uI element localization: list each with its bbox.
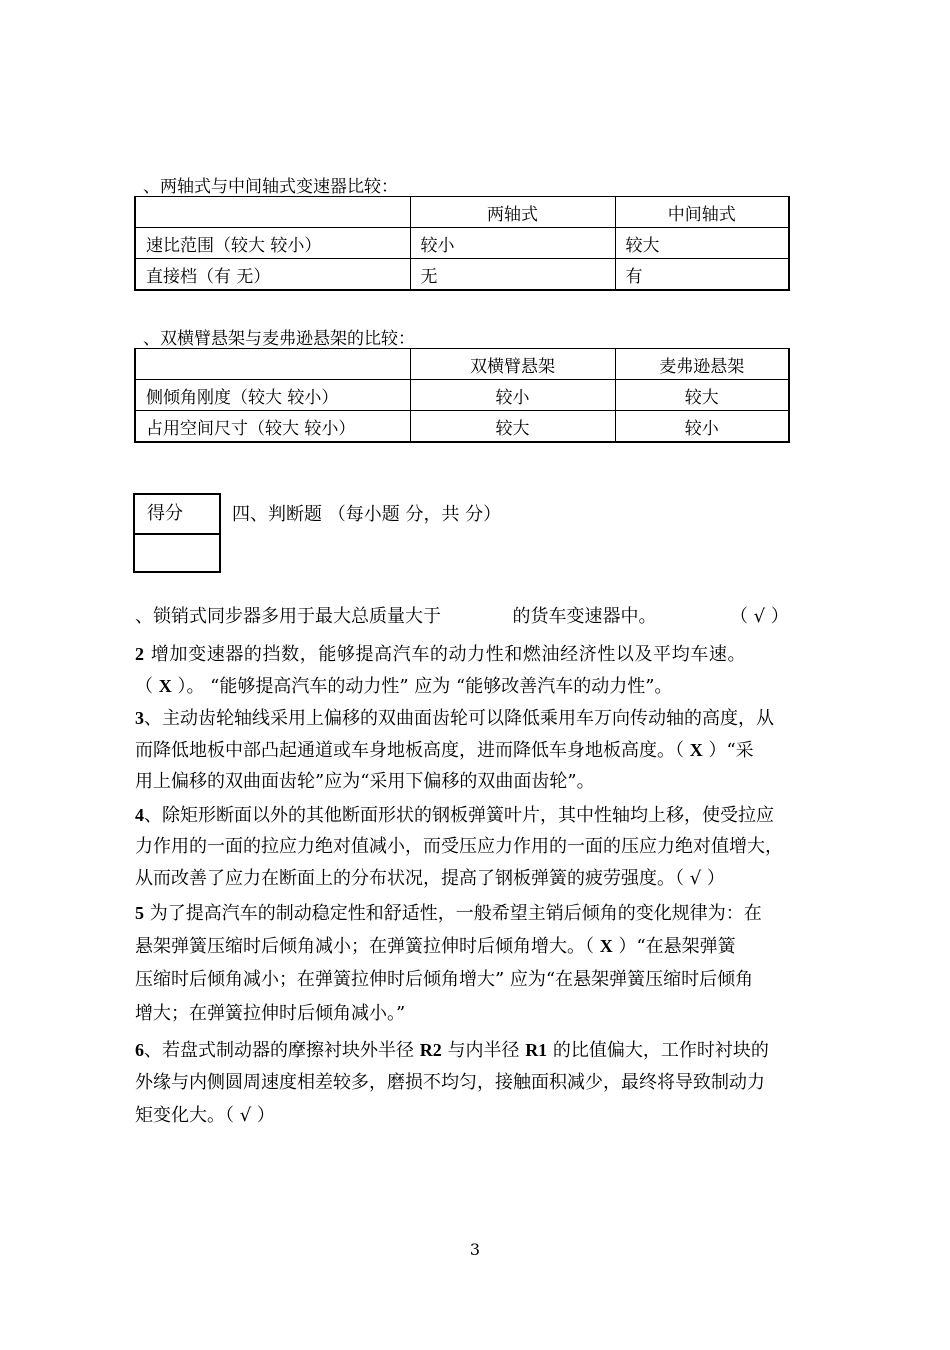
table-header: 麦弗逊悬架 (615, 349, 789, 380)
score-label: 得分 (135, 495, 219, 535)
q5-line-1: 为了提高汽车的制动稳定性和舒适性，一般希望主销后倾角的变化规律为：在 (144, 903, 762, 924)
q2-correction: ）。 “能够提高汽车的动力性” 应为 “能够改善汽车的动力性”。 (171, 676, 673, 697)
question-5-line-2 (135, 930, 736, 963)
table-row (135, 380, 789, 411)
table-header-row (135, 349, 789, 380)
q6-r2: R2 (419, 1040, 442, 1060)
q6-line-1a: 、若盘式制动器的摩擦衬块外半径 (144, 1040, 420, 1061)
question-5-line-4: 增大；在弹簧拉伸时后倾角减小。” (135, 1003, 406, 1024)
q2-number: 2 (135, 644, 145, 664)
table-cell: 较大 (615, 228, 789, 259)
comparison-table-2 (134, 348, 790, 443)
table-cell: 较大 (615, 380, 789, 411)
q1-answer: （ √ ） (729, 606, 789, 627)
table-header: 双横臂悬架 (410, 349, 615, 380)
section-title: 四、判断题 （每小题 分，共 分） (232, 504, 502, 525)
question-5 (135, 897, 762, 930)
question-5-line-3: 压缩时后倾角减小；在弹簧拉伸时后倾角增大” 应为“在悬架弹簧压缩时后倾角 (135, 969, 754, 990)
q6-line-1c: 的比值偏大，工作时衬块的 (547, 1040, 769, 1061)
q1-text-2: 的货车变速器中。 (512, 606, 657, 627)
table-cell: 占用空间尺寸（较大 较小） (135, 411, 410, 443)
q5-number: 5 (135, 903, 144, 923)
q3-mark: X (689, 740, 703, 760)
q3-line-2b: ）“采 (702, 740, 754, 761)
question-6-line-3: 矩变化大。（ √ ） (135, 1105, 275, 1126)
q6-line-1b: 与内半径 (441, 1040, 526, 1061)
q5-line-2b: ）“在悬架弹簧 (612, 936, 736, 957)
q5-line-2: 悬架弹簧压缩时后倾角减小；在弹簧拉伸时后倾角增大。（ (135, 936, 600, 957)
question-2-line-2 (135, 670, 672, 703)
q2-paren-open: （ (135, 676, 159, 697)
question-2 (135, 638, 746, 671)
question-4-line-3: 从而改善了应力在断面上的分布状况，提高了钢板弹簧的疲劳强度。（ √ ） (135, 868, 725, 889)
page-number: 3 (469, 1240, 481, 1259)
q2-line-1: 增加变速器的挡数，能够提高汽车的动力性和燃油经济性以及平均车速。 (144, 644, 747, 665)
question-3-line-3: 用上偏移的双曲面齿轮”应为“采用下偏移的双曲面齿轮”。 (135, 771, 595, 792)
q3-number: 3 (135, 708, 144, 728)
table-row (135, 228, 789, 259)
table-header: 两轴式 (410, 197, 615, 228)
question-4 (135, 799, 774, 832)
question-4-line-2: 力作用的一面的拉应力绝对值减小，而受压应力作用的一面的压应力绝对值增大， (135, 836, 783, 857)
table-row (135, 411, 789, 443)
question-6 (135, 1034, 769, 1067)
q4-number: 4 (135, 805, 144, 825)
table-cell (135, 197, 410, 228)
table-cell: 较大 (410, 411, 615, 443)
q1-text: 、锁销式同步器多用于最大总质量大于 (135, 606, 441, 627)
q5-mark: X (599, 936, 613, 956)
table-cell: 速比范围（较大 较小） (135, 228, 410, 259)
table-cell: 侧倾角刚度（较大 较小） (135, 380, 410, 411)
table-cell: 较小 (410, 380, 615, 411)
table-cell (135, 349, 410, 380)
question-3 (135, 702, 774, 735)
table-cell: 较小 (410, 228, 615, 259)
table-header-row (135, 197, 789, 228)
table-cell: 有 (615, 259, 789, 291)
table-cell: 较小 (615, 411, 789, 443)
table1-caption: 、两轴式与中间轴式变速器比较： (143, 177, 398, 197)
table-row (135, 259, 789, 291)
comparison-table-1 (134, 196, 790, 291)
q4-line-1: 、除矩形断面以外的其他断面形状的钢板弹簧叶片，其中性轴均上移，使受拉应 (144, 805, 774, 826)
table-cell: 无 (410, 259, 615, 291)
q3-line-2: 而降低地板中部凸起通道或车身地板高度，进而降低车身地板高度。（ (135, 740, 690, 761)
q3-line-1: 、主动齿轮轴线采用上偏移的双曲面齿轮可以降低乘用车万向传动轴的高度，从 (144, 708, 774, 729)
score-box (133, 493, 221, 573)
q6-number: 6 (135, 1040, 144, 1060)
question-6-line-2: 外缘与内侧圆周速度相差较多，磨损不均匀，接触面积减少，最终将导致制动力 (135, 1072, 765, 1093)
q2-mark: X (158, 676, 172, 696)
q6-r1: R1 (525, 1040, 548, 1060)
question-1 (135, 601, 789, 633)
table-cell: 直接档（有 无） (135, 259, 410, 291)
table-header: 中间轴式 (615, 197, 789, 228)
question-3-line-2 (135, 734, 754, 767)
table2-caption: 、双横臂悬架与麦弗逊悬架的比较： (143, 329, 415, 349)
